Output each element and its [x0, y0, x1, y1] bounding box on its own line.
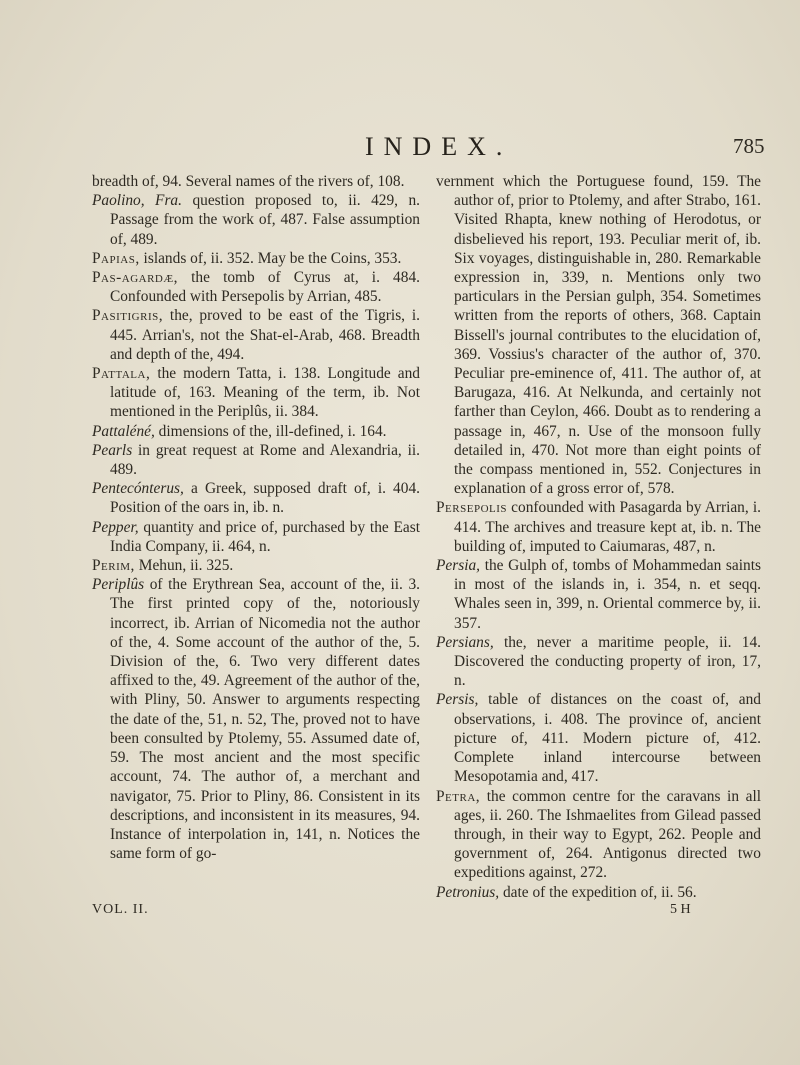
left-column	[92, 172, 420, 863]
entry-headword: Persis,	[436, 691, 479, 709]
entry-headword: Persians,	[436, 633, 494, 651]
entry-headword: Petronius,	[436, 883, 500, 901]
entry-headword: Pattaléné,	[92, 422, 155, 440]
index-entry	[436, 883, 761, 902]
entry-headword: Pas-agardæ,	[92, 269, 178, 287]
entry-text: the modern Tatta, i. 138. Longitude and latitude of, 163. Meaning of the term, ib. Not mentioned in the Periplûs, ii. 384.	[110, 365, 420, 421]
page-number: 785	[733, 134, 765, 158]
index-entry	[92, 575, 420, 863]
signature-mark: 5 H	[670, 902, 691, 917]
entry-text: quantity and price of, purchased by the East India Company, ii. 464, n.	[110, 518, 420, 555]
entry-headword: Pearls	[92, 441, 133, 459]
index-entry	[92, 191, 420, 249]
entry-text: the tomb of Cyrus at, i. 484. Confounded with Persepolis by Arrian, 485.	[110, 269, 420, 306]
index-entry	[92, 422, 420, 441]
index-entry	[92, 249, 420, 268]
entry-headword: Pentecónterus,	[92, 480, 184, 498]
index-entry	[436, 556, 761, 633]
index-entry	[436, 690, 761, 786]
entry-headword: Pasitigris,	[92, 307, 164, 325]
entry-text: the common centre for the caravans in all ages, ii. 260. The Ishmaelites from Gilead passed through, in their way to Egypt, 262. People and government of, 264. Antigonus directed two expeditions against, 272.	[454, 787, 761, 882]
page-header	[0, 132, 800, 172]
entry-headword: Perim,	[92, 557, 135, 575]
entry-text: breadth of, 94. Several names of the rivers of, 108.	[92, 173, 405, 190]
entry-text: the, proved to be east of the Tigris, i. 445. Arrian's, not the Shat-el-Arab, 468. Breadth and depth of the, 494.	[110, 307, 420, 363]
index-entry	[92, 441, 420, 479]
entry-text: Mehun, ii. 325.	[134, 557, 234, 575]
index-entry	[436, 633, 761, 691]
entry-text: of the Erythrean Sea, account of the, ii. 3. The first printed copy of the, notoriously incorrect, ib. Arrian of Nicomedia not the author of the, 4. Some account of the author of the, 5. Division of the, 6. Two very different dates affixed to the, 49. Agreement of the author of the, with Pliny, 50. Answer to arguments respecting the date of the, 51, n. 52, The, proved not to have been consulted by Ptolemy, 55. Assumed date of, 59. The most ancient and the most specific account, 74. The author of, a merchant and navigator, 75. Prior to Pliny, 86. Consistent in its descriptions, and inconsistent in its measures, 94. Instance of interpolation in, 141, n. Notices the same form of go-	[110, 576, 420, 863]
entry-text: the Gulph of, tombs of Mohammedan saints in most of the islands in, i. 354, n. et seqq. Whales seen in, 399, n. Oriental commerce by, ii. 357.	[454, 557, 761, 632]
index-entry	[436, 498, 761, 556]
entry-headword: Pepper,	[92, 518, 139, 536]
entry-headword: Petra,	[436, 787, 481, 805]
index-entry	[436, 172, 761, 498]
entry-headword: Persepolis	[436, 499, 508, 517]
page-footer	[92, 902, 772, 922]
right-column	[436, 172, 761, 902]
entry-text: the, never a maritime people, ii. 14. Discovered the conducting property of iron, 17, n.	[454, 633, 761, 690]
index-entry	[92, 268, 420, 306]
index-entry	[92, 364, 420, 422]
index-entry	[92, 172, 420, 191]
entry-text: table of distances on the coast of, and observations, i. 408. The province of, ancient picture of, 411. Modern picture of, 412. Complete inland intercourse between Mesopotamia and, 417.	[454, 691, 761, 786]
running-title: INDEX.	[365, 132, 513, 161]
entry-text: in great request at Rome and Alexandria, ii. 489.	[110, 441, 420, 479]
entry-headword: Periplûs	[92, 576, 145, 594]
entry-text: date of the expedition of, ii. 56.	[499, 883, 697, 901]
index-entry	[92, 306, 420, 364]
entry-headword: Papias,	[92, 249, 140, 267]
entry-text: confounded with Pasagarda by Arrian, i. 414. The archives and treasure kept at, ib. n. The building of, imputed to Caiumaras, 487, n.	[454, 499, 761, 555]
index-entry	[92, 479, 420, 517]
index-entry	[436, 787, 761, 883]
volume-label: VOL. II.	[92, 902, 149, 917]
entry-text: vernment which the Portuguese found, 159. The author of, prior to Ptolemy, and after Strabo, 161. Visited Rhapta, knew nothing of Herodotus, or disbelieved his report, 193. Peculiar merit of, ib. Six voyages, distinguishable in, 280. Remarkable expression in, 339, n. Mentions only two particulars in the Persian gulph, 354. Sometimes written from the reports of others, 368. Captain Bissell's journal contributes to the elucidation of, 369. Vossius's character of the author of, 370. Peculiar pre-eminence of, 411. The author of, at Barugaza, 416. At Nelkunda, and certainly not farther than Ceylon, 466. Doubt as to rendering a passage in, 467, n. Use of the monsoon fully detailed in, 470. Not more than eight points of the compass mentioned in, 552. Conjectures in explanation of a gross error of, 578.	[436, 173, 761, 498]
entry-text: a Greek, supposed draft of, i. 404. Position of the oars in, ib. n.	[110, 480, 420, 517]
entry-headword: Persia,	[436, 557, 481, 575]
entry-text: dimensions of the, ill-defined, i. 164.	[154, 422, 387, 440]
entry-headword: Pattala,	[92, 365, 151, 383]
entry-headword: Paolino, Fra.	[92, 192, 182, 210]
index-entry	[92, 518, 420, 556]
entry-text: question proposed to, ii. 429, n. Passage from the work of, 487. False assumption of, 489.	[110, 192, 420, 248]
entry-text: islands of, ii. 352. May be the Coins, 353.	[139, 249, 402, 267]
index-entry	[92, 556, 420, 575]
